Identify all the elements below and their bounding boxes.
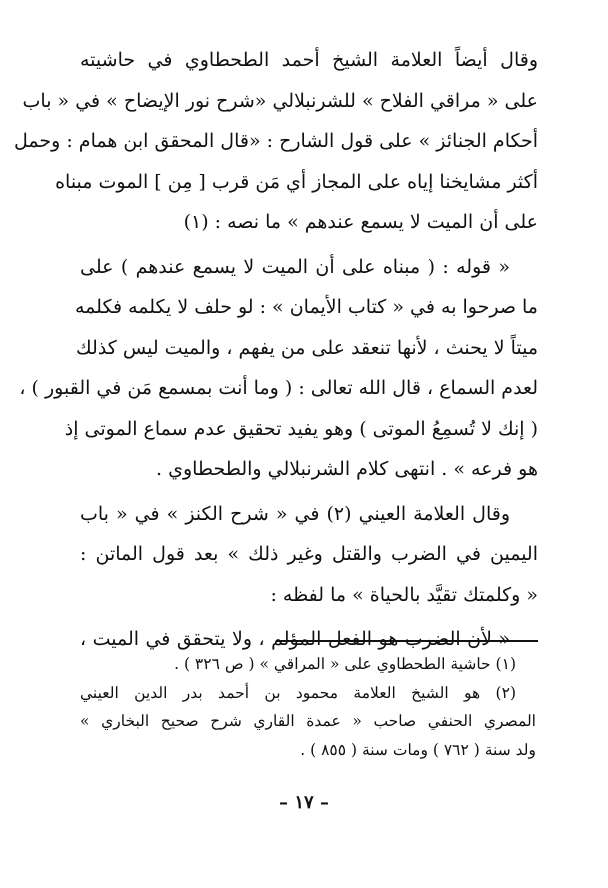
body-line: على « مراقي الفلاح » للشرنبلالي «شرح نور الإيضاح » في « باب	[22, 89, 538, 112]
body-line: ما صرحوا به في « كتاب الأيمان » : لو حلف لا يكلمه فكلمه	[75, 296, 538, 318]
body-line: « وكلمتك تقيَّد بالحياة » ما لفظه :	[270, 583, 538, 606]
body-line: وقال العلامة العيني (٢) في « شرح الكنز » في « باب	[80, 502, 510, 525]
body-line: « لأن الضرب هو الفعل المؤلم ، ولا يتحقق في الميت ،	[80, 628, 510, 650]
body-line: أكثر مشايخنا إياه على المجاز أي مَن قرب [ مِن ] الموت مبناه	[55, 170, 538, 193]
page-number: – ١٧ –	[279, 792, 329, 813]
body-line: وقال أيضاً العلامة الشيخ أحمد الطحطاوي في حاشيته	[80, 49, 538, 71]
body-line: ( إنك لا تُسمِعُ الموتى ) وهو يفيد تحقيق عدم سماع الموتى إذ	[64, 417, 538, 440]
body-line: « قوله : ( مبناه على أن الميت لا يسمع عندهم ) على	[80, 255, 510, 278]
main-text-block	[14, 40, 538, 660]
body-line: ميتاً لا يحنث ، لأنها تنعقد على من يفهم ، والميت ليس كذلك	[76, 336, 538, 359]
body-line: هو فرعه » . انتهى كلام الشرنبلالي والطحطاوي .	[156, 458, 538, 480]
footnotes-block	[80, 650, 536, 764]
footnote-line: (٢) هو الشيخ العلامة محمود بن أحمد بدر الدين العيني	[80, 683, 516, 702]
body-line: على أن الميت لا يسمع عندهم » ما نصه : (١)	[183, 211, 538, 233]
footnote-divider	[276, 640, 538, 642]
body-line: اليمين في الضرب والقتل وغير ذلك » بعد قول الماتن :	[80, 543, 538, 565]
body-line: لعدم السماع ، قال الله تعالى : ( وما أنت بمسمع مَن في القبور ) ،	[19, 377, 538, 399]
body-line: أحكام الجنائز » على قول الشارح : «قال المحقق ابن همام : وحمل	[14, 130, 538, 152]
footnote-line: (١) حاشية الطحطاوي على « المراقي » ( ص ٣٢٦ ) .	[174, 655, 516, 673]
footnote-line: ولد سنة ( ٧٦٢ ) ومات سنة ( ٨٥٥ ) .	[300, 740, 536, 759]
footnote-line: المصري الحنفي صاحب « عمدة القاري شرح صحيح البخاري »	[80, 712, 536, 730]
